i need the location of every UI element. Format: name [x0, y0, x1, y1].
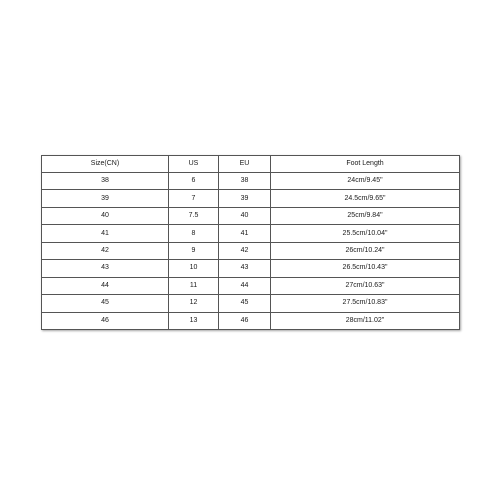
cell-foot-length: 25.5cm/10.04"	[271, 225, 460, 242]
cell-size-cn: 40	[42, 207, 169, 224]
table-row	[42, 190, 460, 207]
cell-size-cn: 46	[42, 312, 169, 330]
cell-size-cn: 42	[42, 242, 169, 259]
cell-us: 13	[169, 312, 219, 330]
table-row	[42, 312, 460, 330]
cell-size-cn: 43	[42, 260, 169, 277]
cell-us: 7	[169, 190, 219, 207]
cell-eu: 39	[219, 190, 271, 207]
table-row	[42, 295, 460, 312]
cell-us: 6	[169, 173, 219, 190]
size-chart-table	[41, 155, 460, 330]
cell-us: 7.5	[169, 207, 219, 224]
header-foot-length: Foot Length	[271, 156, 460, 173]
cell-us: 10	[169, 260, 219, 277]
table-row	[42, 225, 460, 242]
cell-eu: 43	[219, 260, 271, 277]
cell-foot-length: 26cm/10.24"	[271, 242, 460, 259]
cell-eu: 44	[219, 277, 271, 294]
cell-size-cn: 45	[42, 295, 169, 312]
cell-size-cn: 38	[42, 173, 169, 190]
cell-eu: 42	[219, 242, 271, 259]
cell-eu: 38	[219, 173, 271, 190]
cell-foot-length: 25cm/9.84"	[271, 207, 460, 224]
table-row	[42, 277, 460, 294]
table-row	[42, 207, 460, 224]
cell-foot-length: 27.5cm/10.83"	[271, 295, 460, 312]
header-size-cn: Size(CN)	[42, 156, 169, 173]
cell-us: 11	[169, 277, 219, 294]
cell-foot-length: 24.5cm/9.65"	[271, 190, 460, 207]
header-eu: EU	[219, 156, 271, 173]
cell-eu: 41	[219, 225, 271, 242]
cell-foot-length: 26.5cm/10.43"	[271, 260, 460, 277]
cell-foot-length: 24cm/9.45"	[271, 173, 460, 190]
table-row	[42, 173, 460, 190]
cell-us: 12	[169, 295, 219, 312]
cell-us: 8	[169, 225, 219, 242]
cell-eu: 45	[219, 295, 271, 312]
cell-foot-length: 28cm/11.02"	[271, 312, 460, 330]
cell-size-cn: 41	[42, 225, 169, 242]
cell-foot-length: 27cm/10.63"	[271, 277, 460, 294]
table-header-row	[42, 156, 460, 173]
cell-size-cn: 39	[42, 190, 169, 207]
cell-us: 9	[169, 242, 219, 259]
table-row	[42, 260, 460, 277]
table-row	[42, 242, 460, 259]
cell-size-cn: 44	[42, 277, 169, 294]
cell-eu: 46	[219, 312, 271, 330]
header-us: US	[169, 156, 219, 173]
cell-eu: 40	[219, 207, 271, 224]
